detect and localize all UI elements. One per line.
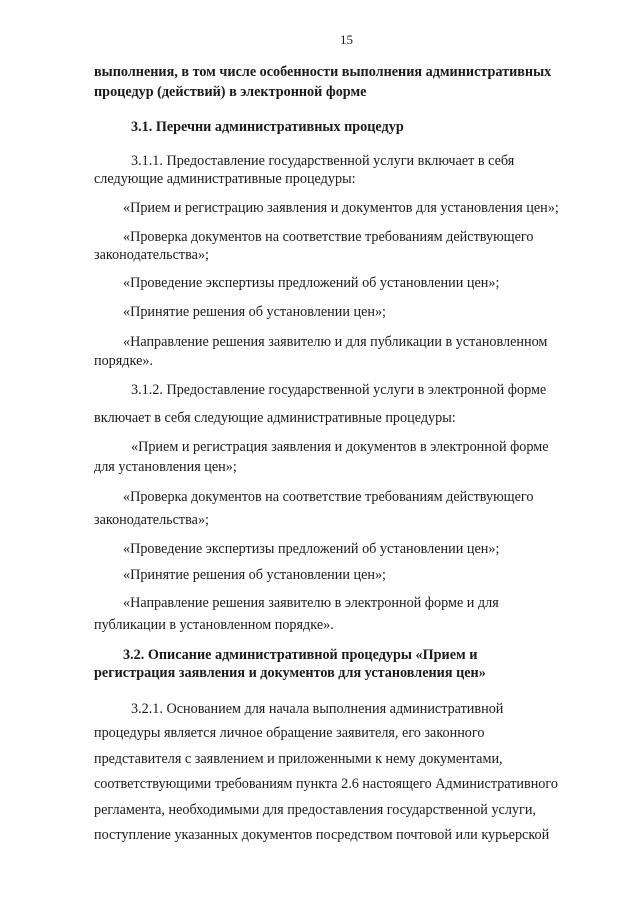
section-3-2-heading-line-1: 3.2. Описание административной процедуры «Прием и xyxy=(123,647,478,663)
procedure-line: для установления цен»; xyxy=(94,459,237,475)
procedure-line: «Прием и регистрацию заявления и документов для установления цен»; xyxy=(123,200,559,216)
intro-line-2: процедур (действий) в электронной форме xyxy=(94,84,367,100)
procedure-line: «Проведение экспертизы предложений об установлении цен»; xyxy=(123,541,500,557)
page-number: 15 xyxy=(340,32,353,47)
item-3-2-1-line: 3.2.1. Основанием для начала выполнения административной xyxy=(131,701,504,717)
procedure-line: «Направление решения заявителю и для публикации в установленном xyxy=(123,334,548,350)
procedure-line: «Принятие решения об установлении цен»; xyxy=(123,304,386,320)
item-3-1-1-line-1: 3.1.1. Предоставление государственной услуги включает в себя xyxy=(131,153,515,169)
procedure-line: «Принятие решения об установлении цен»; xyxy=(123,567,386,583)
intro-line-1: выполнения, в том числе особенности выполнения административных xyxy=(94,64,552,80)
procedure-line: законодательства»; xyxy=(94,247,209,263)
procedure-line: «Проверка документов на соответствие требованиям действующего xyxy=(123,229,534,245)
item-3-2-1-line: представителя с заявлением и приложенными к нему документами, xyxy=(94,751,503,767)
procedure-line: «Направление решения заявителю в электронной форме и для xyxy=(123,595,499,611)
item-3-1-2-line-2: включает в себя следующие административные процедуры: xyxy=(94,410,456,426)
procedure-line: публикации в установленном порядке». xyxy=(94,617,334,633)
item-3-2-1-line: процедуры является личное обращение заявителя, его законного xyxy=(94,725,485,741)
item-3-2-1-line: поступление указанных документов посредством почтовой или курьерской xyxy=(94,827,550,843)
procedure-line: «Проверка документов на соответствие требованиям действующего xyxy=(123,489,534,505)
item-3-2-1-line: соответствующими требованиям пункта 2.6 настоящего Административного xyxy=(94,776,558,792)
procedure-line: законодательства»; xyxy=(94,512,209,528)
item-3-2-1-line: регламента, необходимыми для предоставления государственной услуги, xyxy=(94,802,536,818)
section-3-2-heading-line-2: регистрация заявления и документов для установления цен» xyxy=(94,665,486,681)
item-3-1-1-line-2: следующие административные процедуры: xyxy=(94,171,356,187)
item-3-1-2-line-1: 3.1.2. Предоставление государственной услуги в электронной форме xyxy=(131,382,547,398)
procedure-line: порядке». xyxy=(94,353,154,369)
procedure-line: «Проведение экспертизы предложений об установлении цен»; xyxy=(123,275,500,291)
procedure-line: «Прием и регистрация заявления и документов в электронной форме xyxy=(131,439,549,455)
section-3-1-heading: 3.1. Перечни административных процедур xyxy=(131,119,404,135)
